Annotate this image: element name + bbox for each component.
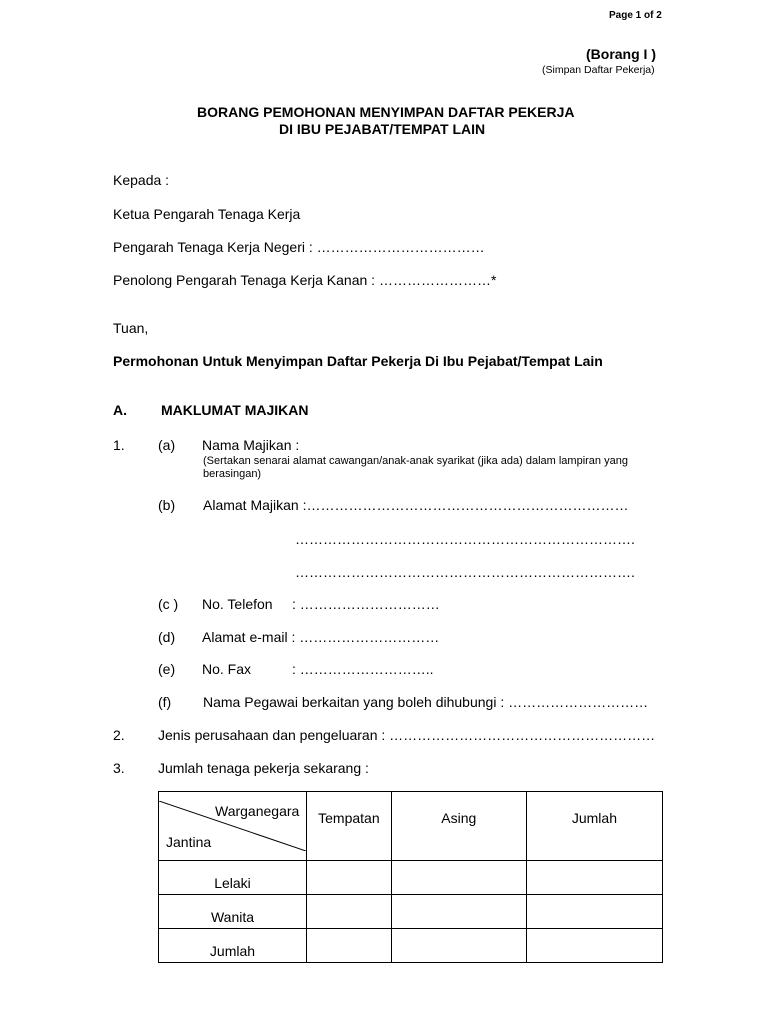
cell-jumlah-tempatan[interactable] [307,929,392,963]
cell-wanita-tempatan[interactable] [307,895,392,929]
section-a-letter: A. [113,402,127,418]
form-code: (Borang I ) [586,46,656,62]
cell-lelaki-jumlah[interactable] [526,861,662,895]
jumlah-tenaga-pekerja-label: Jumlah tenaga pekerja sekarang : [158,760,369,776]
kepada-label: Kepada : [113,172,170,188]
no-fax-label: No. Fax [202,661,252,677]
page-number: Page 1 of 2 [609,10,662,21]
table-row-wanita [159,895,663,929]
nama-majikan-note: (Sertakan senarai alamat cawangan/anak-anak syarikat (jika ada) dalam lampiran yang berasingan) [203,455,628,480]
salutation: Tuan, [113,320,149,336]
nama-majikan-field[interactable]: Nama Majikan : [202,437,300,453]
item-number-1: 1. [113,437,125,453]
cell-lelaki-tempatan[interactable] [307,861,392,895]
no-telefon-label: No. Telefon [202,596,273,612]
nama-pegawai-field[interactable]: Nama Pegawai berkaitan yang boleh dihubungi : ………………………… [203,694,649,710]
recipient-pengarah-negeri: Pengarah Tenaga Kerja Negeri : ……………………………… [113,239,485,255]
document-title-line1: BORANG PEMOHONAN MENYIMPAN DAFTAR PEKERJA [197,104,575,120]
table-row-lelaki [159,861,663,895]
table-row-jumlah [159,929,663,963]
item-e-label: (e) [158,661,176,677]
item-number-2: 2. [113,727,125,743]
cell-wanita-asing[interactable] [391,895,526,929]
jenis-perusahaan-field[interactable]: Jenis perusahaan dan pengeluaran : ………………………………………………… [158,727,656,743]
column-header-tempatan: Tempatan [307,792,392,861]
section-a-title: MAKLUMAT MAJIKAN [161,402,309,418]
alamat-majikan-line2[interactable]: ………………………………………………………………. [295,531,635,547]
no-fax-field[interactable]: : ……………………….. [292,661,434,677]
column-header-asing: Asing [391,792,526,861]
cell-wanita-jumlah[interactable] [526,895,662,929]
subject-line: Permohonan Untuk Menyimpan Daftar Pekerja Di Ibu Pejabat/Tempat Lain [113,353,603,369]
no-telefon-field[interactable]: : ………………………… [292,596,440,612]
cell-jumlah-jumlah[interactable] [526,929,662,963]
recipient-penolong-pengarah: Penolong Pengarah Tenaga Kerja Kanan : ……………………* [113,272,497,288]
item-a-label: (a) [158,437,176,453]
header-jantina: Jantina [166,834,212,850]
table-header-row [159,792,663,861]
row-label-jumlah: Jumlah [159,929,307,963]
item-number-3: 3. [113,760,125,776]
header-warganegara: Warganegara [215,803,300,819]
item-d-label: (d) [158,629,176,645]
cell-jumlah-asing[interactable] [391,929,526,963]
row-label-wanita: Wanita [159,895,307,929]
document-title-line2: DI IBU PEJABAT/TEMPAT LAIN [279,121,486,137]
diagonal-header-cell [159,792,307,861]
employee-count-table [158,791,663,963]
item-b-label: (b) [158,497,176,513]
alamat-email-field[interactable]: Alamat e-mail : ………………………… [202,629,440,645]
cell-lelaki-asing[interactable] [391,861,526,895]
column-header-jumlah: Jumlah [526,792,662,861]
recipient-ketua-pengarah: Ketua Pengarah Tenaga Kerja [113,206,301,222]
item-c-label: (c ) [158,596,179,612]
alamat-majikan-field[interactable]: Alamat Majikan :…………………………………………………………… [203,497,629,513]
form-subtitle: (Simpan Daftar Pekerja) [542,64,655,76]
row-label-lelaki: Lelaki [159,861,307,895]
item-f-label: (f) [158,694,172,710]
alamat-majikan-line3[interactable]: ………………………………………………………………. [295,564,635,580]
